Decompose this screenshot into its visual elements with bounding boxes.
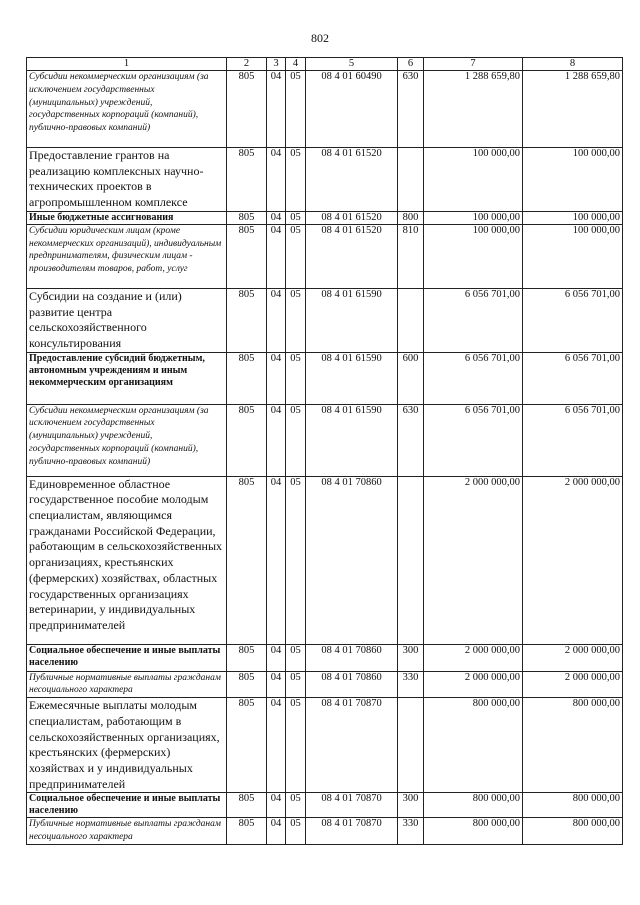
ministry-code: 805 bbox=[227, 698, 267, 793]
section-code: 04 bbox=[267, 671, 286, 698]
amount-column-8: 100 000,00 bbox=[523, 148, 623, 212]
subsection-code: 05 bbox=[286, 148, 306, 212]
subsection-code: 05 bbox=[286, 211, 306, 224]
budget-table bbox=[26, 57, 623, 845]
section-code: 04 bbox=[267, 148, 286, 212]
row-name: Единовременное областное государственное пособие молодым специалистам, являющимся гражданами Российской Федерации, работающим в сельскохозяйственных организациях, крестьянских (фермерских) хозяйствах, областных государственных организациях ветеринарии, у индивидуальных предпринимателей bbox=[27, 476, 227, 644]
amount-column-7: 800 000,00 bbox=[424, 818, 523, 845]
section-code: 04 bbox=[267, 818, 286, 845]
amount-column-7: 800 000,00 bbox=[424, 698, 523, 793]
subsection-code: 05 bbox=[286, 288, 306, 352]
subsection-code: 05 bbox=[286, 476, 306, 644]
expense-type-code: 630 bbox=[398, 71, 424, 148]
expense-type-code bbox=[398, 148, 424, 212]
section-code: 04 bbox=[267, 793, 286, 818]
column-header: 2 bbox=[227, 58, 267, 71]
table-row bbox=[27, 793, 623, 818]
ministry-code: 805 bbox=[227, 644, 267, 671]
ministry-code: 805 bbox=[227, 404, 267, 476]
target-article-code: 08 4 01 70860 bbox=[306, 476, 398, 644]
section-code: 04 bbox=[267, 288, 286, 352]
ministry-code: 805 bbox=[227, 148, 267, 212]
subsection-code: 05 bbox=[286, 793, 306, 818]
target-article-code: 08 4 01 61590 bbox=[306, 288, 398, 352]
expense-type-code bbox=[398, 698, 424, 793]
target-article-code: 08 4 01 61590 bbox=[306, 352, 398, 404]
expense-type-code: 330 bbox=[398, 818, 424, 845]
target-article-code: 08 4 01 70860 bbox=[306, 644, 398, 671]
ministry-code: 805 bbox=[227, 211, 267, 224]
section-code: 04 bbox=[267, 698, 286, 793]
amount-column-8: 2 000 000,00 bbox=[523, 476, 623, 644]
expense-type-code bbox=[398, 288, 424, 352]
subsection-code: 05 bbox=[286, 404, 306, 476]
column-header: 4 bbox=[286, 58, 306, 71]
page-number: 802 bbox=[311, 31, 329, 45]
table-row bbox=[27, 644, 623, 671]
target-article-code: 08 4 01 70870 bbox=[306, 818, 398, 845]
amount-column-8: 800 000,00 bbox=[523, 793, 623, 818]
row-name: Иные бюджетные ассигнования bbox=[27, 211, 227, 224]
amount-column-8: 2 000 000,00 bbox=[523, 644, 623, 671]
column-header: 6 bbox=[398, 58, 424, 71]
amount-column-8: 6 056 701,00 bbox=[523, 288, 623, 352]
table-row bbox=[27, 671, 623, 698]
ministry-code: 805 bbox=[227, 476, 267, 644]
row-name: Социальное обеспечение и иные выплаты населению bbox=[27, 644, 227, 671]
target-article-code: 08 4 01 61520 bbox=[306, 211, 398, 224]
row-name: Субсидии юридическим лицам (кроме некоммерческих организаций), индивидуальным предпринимателям, физическим лицам - производителям товаров, работ, услуг bbox=[27, 224, 227, 288]
table-row bbox=[27, 288, 623, 352]
section-code: 04 bbox=[267, 644, 286, 671]
table-row bbox=[27, 71, 623, 148]
amount-column-8: 6 056 701,00 bbox=[523, 352, 623, 404]
ministry-code: 805 bbox=[227, 352, 267, 404]
ministry-code: 805 bbox=[227, 818, 267, 845]
subsection-code: 05 bbox=[286, 224, 306, 288]
amount-column-8: 6 056 701,00 bbox=[523, 404, 623, 476]
section-code: 04 bbox=[267, 476, 286, 644]
table-row bbox=[27, 211, 623, 224]
amount-column-7: 6 056 701,00 bbox=[424, 288, 523, 352]
ministry-code: 805 bbox=[227, 71, 267, 148]
table-row bbox=[27, 476, 623, 644]
amount-column-7: 2 000 000,00 bbox=[424, 476, 523, 644]
expense-type-code: 300 bbox=[398, 644, 424, 671]
table-row bbox=[27, 698, 623, 793]
amount-column-7: 6 056 701,00 bbox=[424, 352, 523, 404]
subsection-code: 05 bbox=[286, 71, 306, 148]
target-article-code: 08 4 01 61520 bbox=[306, 224, 398, 288]
column-header: 8 bbox=[523, 58, 623, 71]
column-header: 5 bbox=[306, 58, 398, 71]
target-article-code: 08 4 01 60490 bbox=[306, 71, 398, 148]
table-row bbox=[27, 404, 623, 476]
table-row bbox=[27, 818, 623, 845]
row-name: Субсидии некоммерческим организациям (за исключением государственных (муниципальных) учреждений, государственных корпораций (компаний), публично-правовых компаний) bbox=[27, 71, 227, 148]
expense-type-code: 800 bbox=[398, 211, 424, 224]
ministry-code: 805 bbox=[227, 288, 267, 352]
row-name: Субсидии некоммерческим организациям (за исключением государственных (муниципальных) учреждений, государственных корпораций (компаний), публично-правовых компаний) bbox=[27, 404, 227, 476]
amount-column-8: 100 000,00 bbox=[523, 211, 623, 224]
row-name: Предоставление субсидий бюджетным, автономным учреждениям и иным некоммерческим организациям bbox=[27, 352, 227, 404]
section-code: 04 bbox=[267, 211, 286, 224]
ministry-code: 805 bbox=[227, 671, 267, 698]
expense-type-code: 810 bbox=[398, 224, 424, 288]
ministry-code: 805 bbox=[227, 793, 267, 818]
column-number-row bbox=[27, 58, 623, 71]
subsection-code: 05 bbox=[286, 698, 306, 793]
table-row bbox=[27, 148, 623, 212]
ministry-code: 805 bbox=[227, 224, 267, 288]
amount-column-7: 6 056 701,00 bbox=[424, 404, 523, 476]
amount-column-8: 800 000,00 bbox=[523, 818, 623, 845]
table-row bbox=[27, 352, 623, 404]
subsection-code: 05 bbox=[286, 818, 306, 845]
amount-column-8: 100 000,00 bbox=[523, 224, 623, 288]
amount-column-7: 100 000,00 bbox=[424, 148, 523, 212]
amount-column-7: 2 000 000,00 bbox=[424, 671, 523, 698]
section-code: 04 bbox=[267, 224, 286, 288]
column-header: 3 bbox=[267, 58, 286, 71]
row-name: Предоставление грантов на реализацию комплексных научно-технических проектов в агропромышленном комплексе bbox=[27, 148, 227, 212]
section-code: 04 bbox=[267, 404, 286, 476]
row-name: Публичные нормативные выплаты гражданам несоциального характера bbox=[27, 671, 227, 698]
table-row bbox=[27, 224, 623, 288]
target-article-code: 08 4 01 70870 bbox=[306, 698, 398, 793]
section-code: 04 bbox=[267, 352, 286, 404]
row-name: Субсидии на создание и (или) развитие центра сельскохозяйственного консультирования bbox=[27, 288, 227, 352]
column-header: 7 bbox=[424, 58, 523, 71]
subsection-code: 05 bbox=[286, 671, 306, 698]
section-code: 04 bbox=[267, 71, 286, 148]
column-header: 1 bbox=[27, 58, 227, 71]
amount-column-8: 2 000 000,00 bbox=[523, 671, 623, 698]
expense-type-code: 330 bbox=[398, 671, 424, 698]
amount-column-7: 1 288 659,80 bbox=[424, 71, 523, 148]
amount-column-8: 1 288 659,80 bbox=[523, 71, 623, 148]
expense-type-code: 600 bbox=[398, 352, 424, 404]
row-name: Ежемесячные выплаты молодым специалистам, работающим в сельскохозяйственных организациях, крестьянских (фермерских) хозяйствах и у индивидуальных предпринимателей bbox=[27, 698, 227, 793]
target-article-code: 08 4 01 61520 bbox=[306, 148, 398, 212]
row-name: Публичные нормативные выплаты гражданам несоциального характера bbox=[27, 818, 227, 845]
target-article-code: 08 4 01 61590 bbox=[306, 404, 398, 476]
target-article-code: 08 4 01 70860 bbox=[306, 671, 398, 698]
subsection-code: 05 bbox=[286, 644, 306, 671]
amount-column-7: 800 000,00 bbox=[424, 793, 523, 818]
expense-type-code bbox=[398, 476, 424, 644]
amount-column-7: 2 000 000,00 bbox=[424, 644, 523, 671]
row-name: Социальное обеспечение и иные выплаты населению bbox=[27, 793, 227, 818]
amount-column-7: 100 000,00 bbox=[424, 224, 523, 288]
amount-column-7: 100 000,00 bbox=[424, 211, 523, 224]
subsection-code: 05 bbox=[286, 352, 306, 404]
target-article-code: 08 4 01 70870 bbox=[306, 793, 398, 818]
amount-column-8: 800 000,00 bbox=[523, 698, 623, 793]
expense-type-code: 630 bbox=[398, 404, 424, 476]
expense-type-code: 300 bbox=[398, 793, 424, 818]
